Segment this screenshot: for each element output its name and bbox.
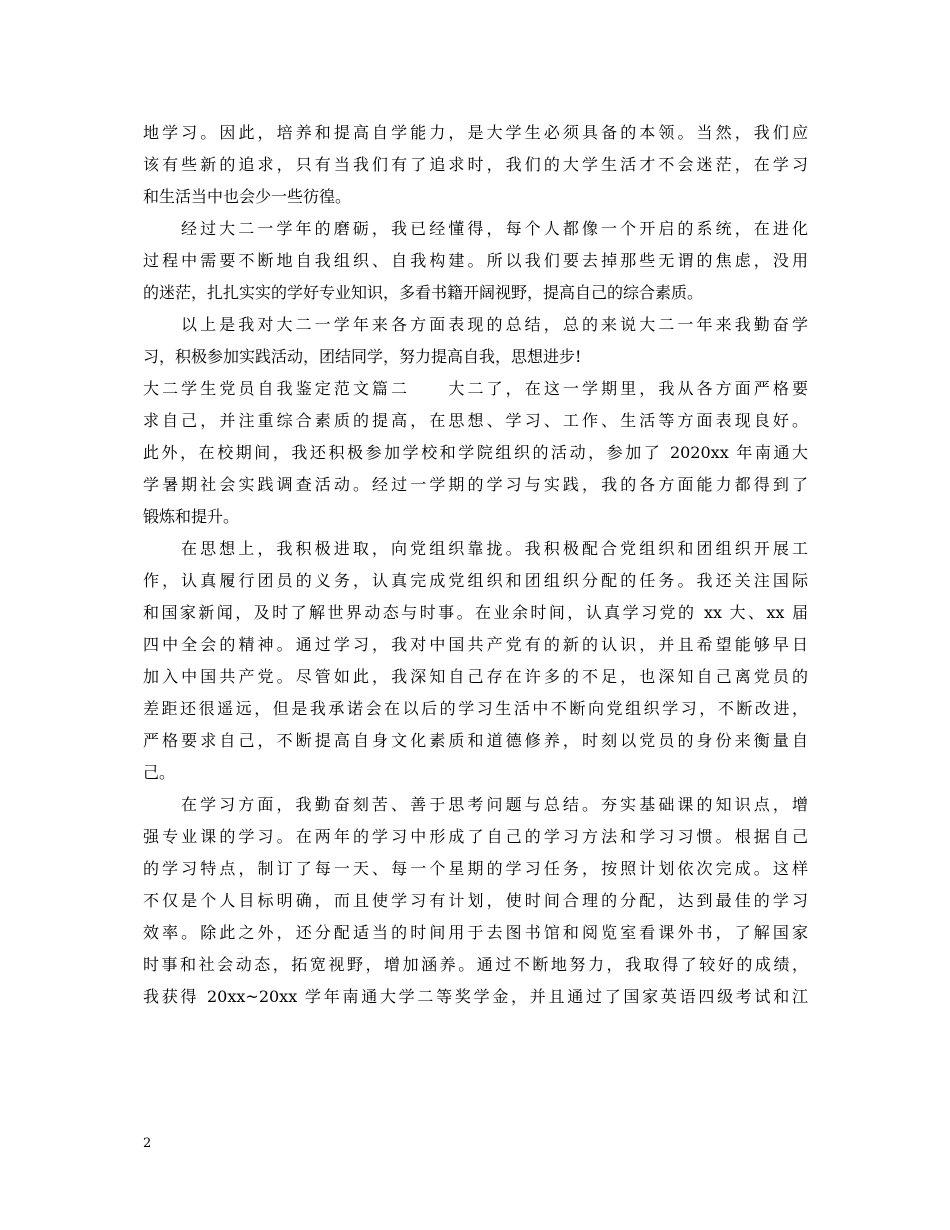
text-line: 锻炼和提升。	[143, 507, 240, 526]
text-line: 求自己，并注重综合素质的提高，在思想、学习、工作、生活等方面表现良好。	[143, 411, 808, 430]
text-line: 时事和社会动态，拓宽视野，增加涵养。通过不断地努力，我取得了较好的成绩，	[143, 955, 808, 974]
text-line: 此外，在校期间，我还积极参加学校和学院组织的活动，参加了 2020xx 年南通大	[143, 443, 808, 462]
text-line: 加入中国共产党。尽管如此，我深知自己存在许多的不足，也深知自己离党员的	[143, 667, 808, 686]
text-line: 效率。除此之外，还分配适当的时间用于去图书馆和阅览室看课外书，了解国家	[143, 923, 808, 942]
text-line: 和生活当中也会少一些彷徨。	[143, 187, 352, 206]
text-line: 己。	[143, 763, 176, 782]
text-line: 习，积极参加实践活动，团结同学，努力提高自我，思想进步!	[143, 347, 582, 366]
text-line: 作，认真履行团员的义务，认真完成党组织和团组织分配的任务。我还关注国际	[143, 571, 808, 590]
text-line: 和国家新闻，及时了解世界动态与时事。在业余时间，认真学习党的 xx 大、xx 届	[143, 603, 808, 622]
text-line: 地学习。因此，培养和提高自学能力，是大学生必须具备的本领。当然，我们应	[143, 123, 808, 142]
text-line: 大二学生党员自我鉴定范文篇二 大二了，在这一学期里，我从各方面严格要	[143, 379, 808, 398]
document-body	[143, 117, 808, 1013]
text-line: 强专业课的学习。在两年的学习中形成了自己的学习方法和学习习惯。根据自己	[143, 827, 808, 846]
text-line: 四中全会的精神。通过学习，我对中国共产党有的新的认识，并且希望能够早日	[143, 635, 808, 654]
text-line: 严格要求自己，不断提高自身文化素质和道德修养，时刻以党员的身份来衡量自	[143, 731, 808, 750]
text-line: 不仅是个人目标明确，而且使学习有计划，使时间合理的分配，达到最佳的学习	[143, 891, 808, 910]
text-line: 学暑期社会实践调查活动。经过一学期的学习与实践，我的各方面能力都得到了	[143, 475, 808, 494]
text-line: 在思想上，我积极进取，向党组织靠拢。我积极配合党组织和团组织开展工	[181, 539, 808, 558]
text-line: 的学习特点，制订了每一天、每一个星期的学习任务，按照计划依次完成。这样	[143, 859, 808, 878]
page-number: 2	[143, 1136, 152, 1151]
text-line: 的迷茫，扎扎实实的学好专业知识，多看书籍开阔视野，提高自己的综合素质。	[143, 283, 704, 302]
text-line: 以上是我对大二一学年来各方面表现的总结，总的来说大二一年来我勤奋学	[181, 315, 808, 334]
text-line: 差距还很遥远，但是我承诺会在以后的学习生活中不断向党组织学习，不断改进，	[143, 699, 808, 718]
text-line: 该有些新的追求，只有当我们有了追求时，我们的大学生活才不会迷茫，在学习	[143, 155, 808, 174]
text-line: 过程中需要不断地自我组织、自我构建。所以我们要去掉那些无谓的焦虑，没用	[143, 251, 808, 270]
text-line: 经过大二一学年的磨砺，我已经懂得，每个人都像一个开启的系统，在进化	[181, 219, 808, 238]
text-line: 在学习方面，我勤奋刻苦、善于思考问题与总结。夯实基础课的知识点，增	[181, 795, 808, 814]
text-line: 我获得 20xx~20xx 学年南通大学二等奖学金，并且通过了国家英语四级考试和江	[143, 987, 808, 1006]
